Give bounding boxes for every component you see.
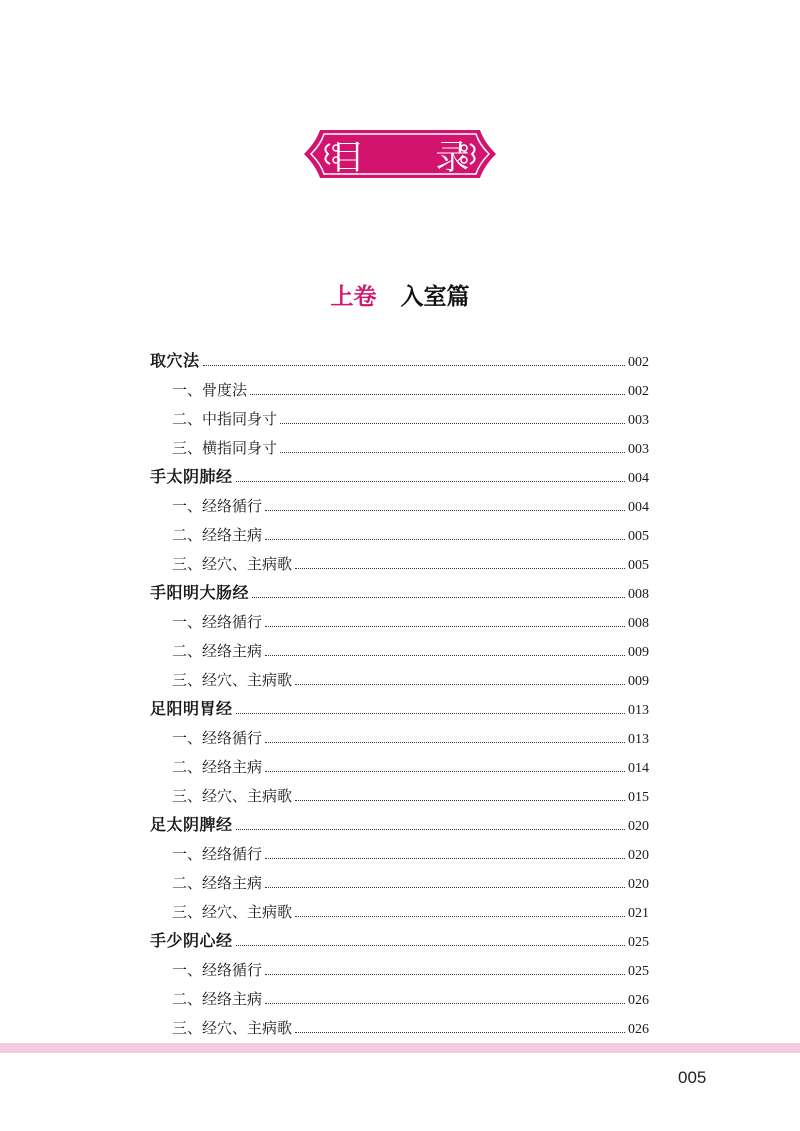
dot-leader: [265, 887, 625, 888]
dot-leader: [265, 742, 625, 743]
dot-leader: [265, 626, 625, 627]
toc-page-number: 004: [628, 471, 649, 486]
toc-entry-label: 足阳明胃经: [150, 699, 233, 718]
toc-page-number: 003: [628, 413, 649, 428]
toc-section-row: [150, 1012, 649, 1041]
toc-entry-label: 一、经络循行: [172, 497, 263, 515]
dot-leader: [265, 858, 625, 859]
toc-page-number: 005: [628, 558, 649, 573]
toc-entry-label: 手少阴心经: [150, 931, 233, 950]
toc-entry-label: 一、骨度法: [172, 381, 248, 399]
dot-leader: [265, 771, 625, 772]
toc-page-number: 013: [628, 703, 649, 718]
toc-entry-label: 足太阴脾经: [150, 815, 233, 834]
dot-leader: [252, 597, 625, 598]
toc-page-number: 025: [628, 964, 649, 979]
toc-entry-label: 二、经络主病: [172, 526, 263, 544]
toc-chapter-row: [150, 809, 649, 838]
toc-page-number: 009: [628, 674, 649, 689]
toc-section-row: [150, 403, 649, 432]
page-number: 005: [678, 1068, 707, 1087]
toc-entry-label: 二、经络主病: [172, 758, 263, 776]
dot-leader: [236, 945, 625, 946]
page-title: 目 录: [330, 137, 500, 178]
toc-entry-label: 二、经络主病: [172, 990, 263, 1008]
toc-section-row: [150, 751, 649, 780]
dot-leader: [265, 510, 625, 511]
toc-page-number: 015: [628, 790, 649, 805]
table-of-contents: [150, 345, 649, 1041]
dot-leader: [203, 365, 625, 366]
toc-page-number: 005: [628, 529, 649, 544]
dot-leader: [295, 916, 625, 917]
toc-entry-label: 取穴法: [150, 351, 200, 370]
dot-leader: [265, 974, 625, 975]
toc-page-number: 002: [628, 384, 649, 399]
toc-chapter-row: [150, 693, 649, 722]
dot-leader: [295, 684, 625, 685]
dot-leader: [295, 1032, 625, 1033]
dot-leader: [236, 713, 625, 714]
toc-page-number: 004: [628, 500, 649, 515]
footer-band: [0, 1043, 800, 1053]
toc-chapter-row: [150, 925, 649, 954]
dot-leader: [236, 481, 625, 482]
dot-leader: [280, 423, 625, 424]
toc-section-row: [150, 838, 649, 867]
toc-entry-label: 一、经络循行: [172, 961, 263, 979]
part-label: 上卷: [330, 283, 377, 310]
toc-entry-label: 二、经络主病: [172, 642, 263, 660]
toc-section-row: [150, 519, 649, 548]
toc-entry-label: 手阳明大肠经: [150, 583, 250, 602]
toc-entry-label: 三、经穴、主病歌: [172, 1019, 293, 1037]
toc-page-number: 002: [628, 355, 649, 370]
toc-section-row: [150, 432, 649, 461]
toc-page-number: 021: [628, 906, 649, 921]
toc-chapter-row: [150, 577, 649, 606]
toc-section-row: [150, 954, 649, 983]
toc-entry-label: 二、经络主病: [172, 874, 263, 892]
toc-section-row: [150, 548, 649, 577]
toc-page-number: 003: [628, 442, 649, 457]
dot-leader: [280, 452, 625, 453]
toc-page-number: 014: [628, 761, 649, 776]
toc-section-row: [150, 374, 649, 403]
toc-section-row: [150, 606, 649, 635]
part-name: 入室篇: [400, 284, 470, 310]
dot-leader: [295, 568, 625, 569]
toc-page-number: 020: [628, 877, 649, 892]
toc-section-row: [150, 983, 649, 1012]
toc-section-row: [150, 635, 649, 664]
dot-leader: [265, 655, 625, 656]
toc-section-row: [150, 490, 649, 519]
toc-page-number: 026: [628, 1022, 649, 1037]
toc-section-row: [150, 780, 649, 809]
toc-entry-label: 三、经穴、主病歌: [172, 671, 293, 689]
toc-entry-label: 一、经络循行: [172, 845, 263, 863]
dot-leader: [265, 1003, 625, 1004]
toc-section-row: [150, 867, 649, 896]
toc-page-number: 008: [628, 587, 649, 602]
dot-leader: [236, 829, 625, 830]
toc-entry-label: 三、经穴、主病歌: [172, 903, 293, 921]
toc-entry-label: 二、中指同身寸: [172, 410, 278, 428]
toc-entry-label: 三、横指同身寸: [172, 439, 278, 457]
toc-chapter-row: [150, 345, 649, 374]
toc-page-number: 025: [628, 935, 649, 950]
toc-entry-label: 一、经络循行: [172, 729, 263, 747]
dot-leader: [265, 539, 625, 540]
toc-section-row: [150, 664, 649, 693]
dot-leader: [250, 394, 625, 395]
toc-page-number: 013: [628, 732, 649, 747]
toc-section-row: [150, 896, 649, 925]
toc-page-number: 026: [628, 993, 649, 1008]
toc-entry-label: 手太阴肺经: [150, 467, 233, 486]
toc-page-number: 009: [628, 645, 649, 660]
title-banner: [300, 124, 500, 184]
toc-entry-label: 三、经穴、主病歌: [172, 787, 293, 805]
toc-section-row: [150, 722, 649, 751]
part-heading: [0, 278, 800, 311]
toc-page-number: 020: [628, 819, 649, 834]
toc-page-number: 020: [628, 848, 649, 863]
toc-page-number: 008: [628, 616, 649, 631]
toc-entry-label: 一、经络循行: [172, 613, 263, 631]
dot-leader: [295, 800, 625, 801]
toc-chapter-row: [150, 461, 649, 490]
toc-entry-label: 三、经穴、主病歌: [172, 555, 293, 573]
